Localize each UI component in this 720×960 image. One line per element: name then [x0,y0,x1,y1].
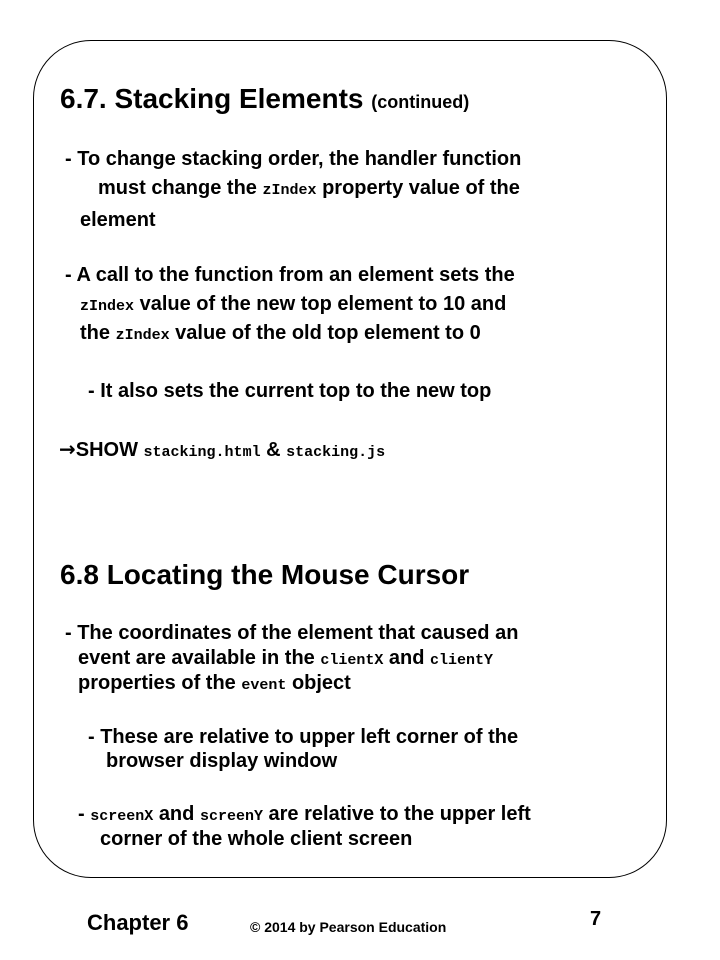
footer-chapter: Chapter 6 [87,910,189,935]
code-screenx: screenX [90,808,154,825]
code-zindex: zIndex [262,182,317,199]
file-stacking-js: stacking.js [286,444,386,461]
text: are relative to the upper left [268,803,531,825]
bullet-mouse-1-line-3 [78,672,351,695]
code-clientx: clientX [320,652,384,669]
code-zindex: zIndex [80,298,135,315]
bullet-mouse-2-line-1: - These are relative to upper left corner of the [88,726,519,748]
section-title-suffix: (continued) [371,92,470,112]
text: the [80,322,110,344]
text: and [388,647,425,669]
bullet-mouse-1-line-2 [78,647,493,670]
text: value of the new top element to 10 and [139,293,507,315]
text: and [158,803,195,825]
code-event: event [241,677,287,694]
footer-copyright: © 2014 by Pearson Education [250,919,447,935]
section-title-stacking [60,83,469,115]
section-title-text: 6.7. Stacking Elements [60,83,364,114]
bullet-mouse-1-line-1: - The coordinates of the element that caused an [65,622,519,644]
text: properties of the [78,672,236,694]
code-screeny: screenY [199,808,263,825]
text: event are available in the [78,647,315,669]
show-label: SHOW [75,439,138,461]
bullet-stacking-2-line-2 [80,293,506,316]
text: - [78,803,85,825]
bullet-stacking-3-line-1: - It also sets the current top to the new top [88,380,492,402]
bullet-stacking-1-line-1: - To change stacking order, the handler function [65,148,522,170]
bullet-stacking-2-line-3 [80,322,481,345]
bullet-mouse-3-line-1 [78,803,531,826]
code-zindex: zIndex [115,327,170,344]
bullet-stacking-1-line-3: element [80,209,156,231]
text: must change the [98,177,257,199]
bullet-mouse-2-line-2: browser display window [106,750,338,772]
arrow-right-icon: → [59,437,76,461]
text: property value of the [322,177,520,199]
code-clienty: clientY [430,652,494,669]
file-stacking-html: stacking.html [143,444,261,461]
page-number: 7 [590,908,602,930]
text: object [291,672,351,694]
section-title-mouse-cursor: 6.8 Locating the Mouse Cursor [60,559,470,590]
bullet-mouse-3-line-2: corner of the whole client screen [100,828,413,850]
bullet-stacking-2-line-1: - A call to the function from an element sets the [65,264,515,286]
ampersand: & [266,439,281,461]
bullet-stacking-1-line-2 [98,177,520,200]
text: value of the old top element to 0 [175,322,481,344]
show-files-line [59,437,385,462]
